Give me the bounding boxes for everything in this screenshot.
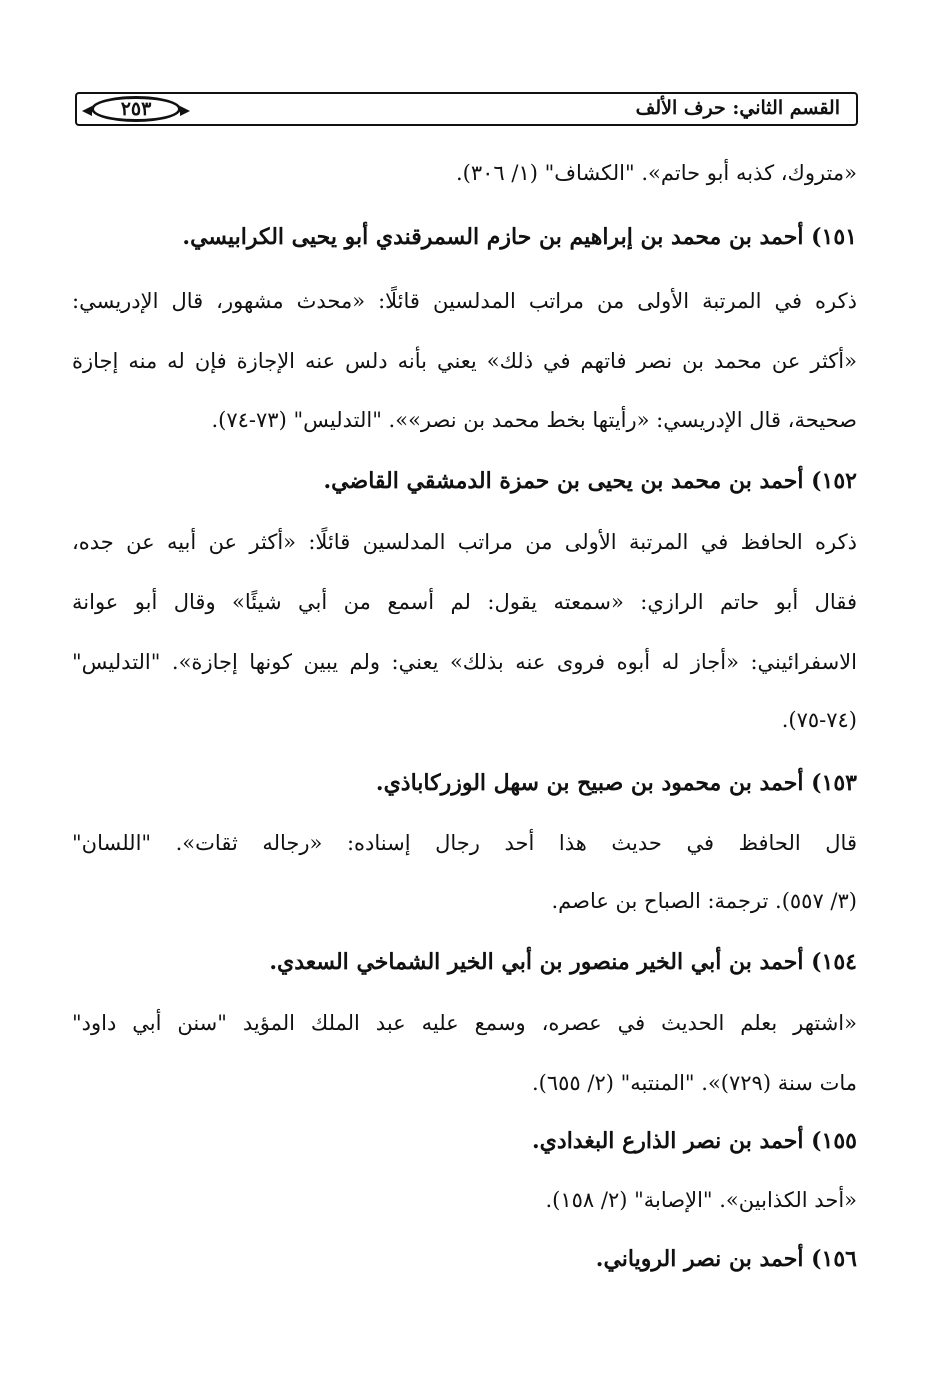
- section-title: القسم الثاني: حرف الألف: [635, 97, 840, 119]
- text-line: فقال أبو حاتم الرازي: «سمعته يقول: لم أسمع من أبي شيئًا» وقال أبو عوانة: [72, 590, 857, 614]
- entry-heading: ١٥٣) أحمد بن محمود بن صبيح بن سهل الوزركاباذي.: [375, 770, 857, 796]
- text-line: «أحد الكذابين». "الإصابة" (٢/ ١٥٨).: [545, 1188, 857, 1212]
- text-line: الاسفرائيني: «أجاز له أبوه فروى عنه بذلك» يعني: ولم يبين كونها إجازة». "التدليس": [72, 650, 857, 674]
- text-line: قال الحافظ في حديث هذا أحد رجال إسناده: «رجاله ثقات». "اللسان": [72, 831, 857, 855]
- running-header: [75, 92, 858, 126]
- page-number-badge: ٢٥٣: [91, 96, 181, 122]
- text-line: «متروك، كذبه أبو حاتم». "الكشاف" (١/ ٣٠٦).: [455, 161, 857, 185]
- entry-heading: ١٥٦) أحمد بن نصر الروياني.: [595, 1246, 857, 1272]
- text-line: (٧٤-٧٥).: [781, 708, 857, 732]
- entry-heading: ١٥٤) أحمد بن أبي الخير منصور بن أبي الخير الشماخي السعدي.: [269, 949, 857, 975]
- text-line: ذكره الحافظ في المرتبة الأولى من مراتب المدلسين قائلًا: «أكثر عن أبيه عن جده،: [72, 530, 857, 554]
- entry-heading: ١٥٥) أحمد بن نصر الذارع البغدادي.: [532, 1128, 857, 1154]
- text-line: «اشتهر بعلم الحديث في عصره، وسمع عليه عبد الملك المؤيد "سنن أبي داود": [72, 1011, 857, 1035]
- text-line: «أكثر عن محمد بن نصر فاتهم في ذلك» يعني بأنه دلس عنه الإجازة فإن له منه إجازة: [72, 349, 857, 373]
- text-line: مات سنة (٧٢٩)». "المنتبه" (٢/ ٦٥٥).: [532, 1071, 857, 1095]
- entry-heading: ١٥٢) أحمد بن محمد بن يحيى بن حمزة الدمشقي القاضي.: [323, 468, 857, 494]
- text-line: صحيحة، قال الإدريسي: «رأيتها بخط محمد بن نصر»». "التدليس" (٧٣-٧٤).: [211, 408, 857, 432]
- entry-heading: ١٥١) أحمد بن محمد بن إبراهيم بن حازم السمرقندي أبو يحيى الكرابيسي.: [182, 224, 857, 250]
- text-line: ذكره في المرتبة الأولى من مراتب المدلسين قائلًا: «محدث مشهور، قال الإدريسي:: [72, 289, 857, 313]
- text-line: (٣/ ٥٥٧). ترجمة: الصباح بن عاصم.: [551, 889, 857, 913]
